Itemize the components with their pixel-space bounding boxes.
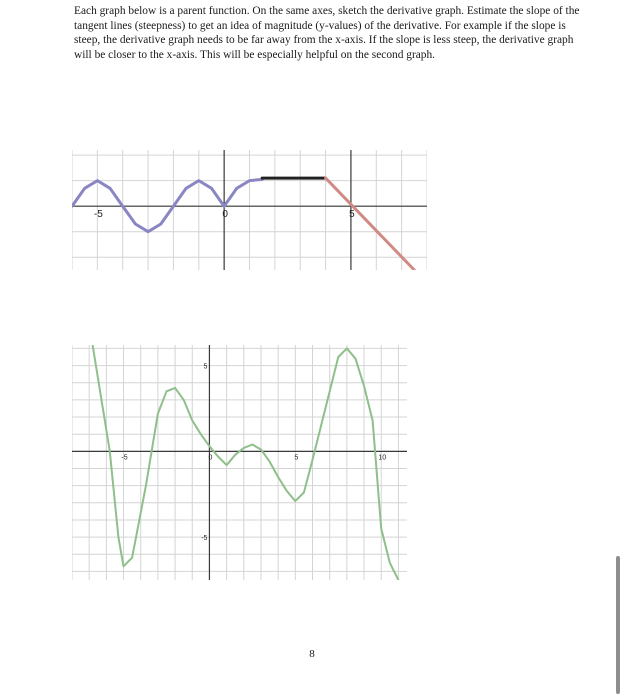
tick-label: -5: [93, 209, 103, 221]
grid: [72, 345, 407, 580]
tick-label: 10: [378, 454, 387, 462]
series-red-line: [326, 178, 415, 270]
series-purple-line: [72, 179, 262, 231]
instructions-text: Each graph below is a parent function. On the same axes, sketch the derivative graph. Estimate the slope of the tangent lines (steepness) to get an idea of magnitude (y-values) of the derivative. For example if the slope is steep, the derivative graph needs to be far away from the x-axis. If the slope is less steep, the derivative graph will be closer to the x-axis. This will be especially helpful on the second graph.: [74, 5, 580, 61]
page-number: 8: [309, 648, 315, 660]
parent-function-graph-1: [72, 150, 427, 270]
series-green-line: [93, 345, 399, 580]
tick-label: -5: [201, 535, 208, 543]
tick-label: 0: [208, 454, 213, 462]
scrollbar-thumb[interactable]: [616, 556, 620, 694]
tick-label: -5: [121, 454, 128, 462]
tick-label: 5: [203, 363, 208, 371]
parent-function-graph-2: [72, 345, 407, 580]
tick-label: 5: [294, 454, 299, 462]
tick-label: 5: [349, 209, 355, 221]
tick-label: 0: [222, 209, 228, 221]
